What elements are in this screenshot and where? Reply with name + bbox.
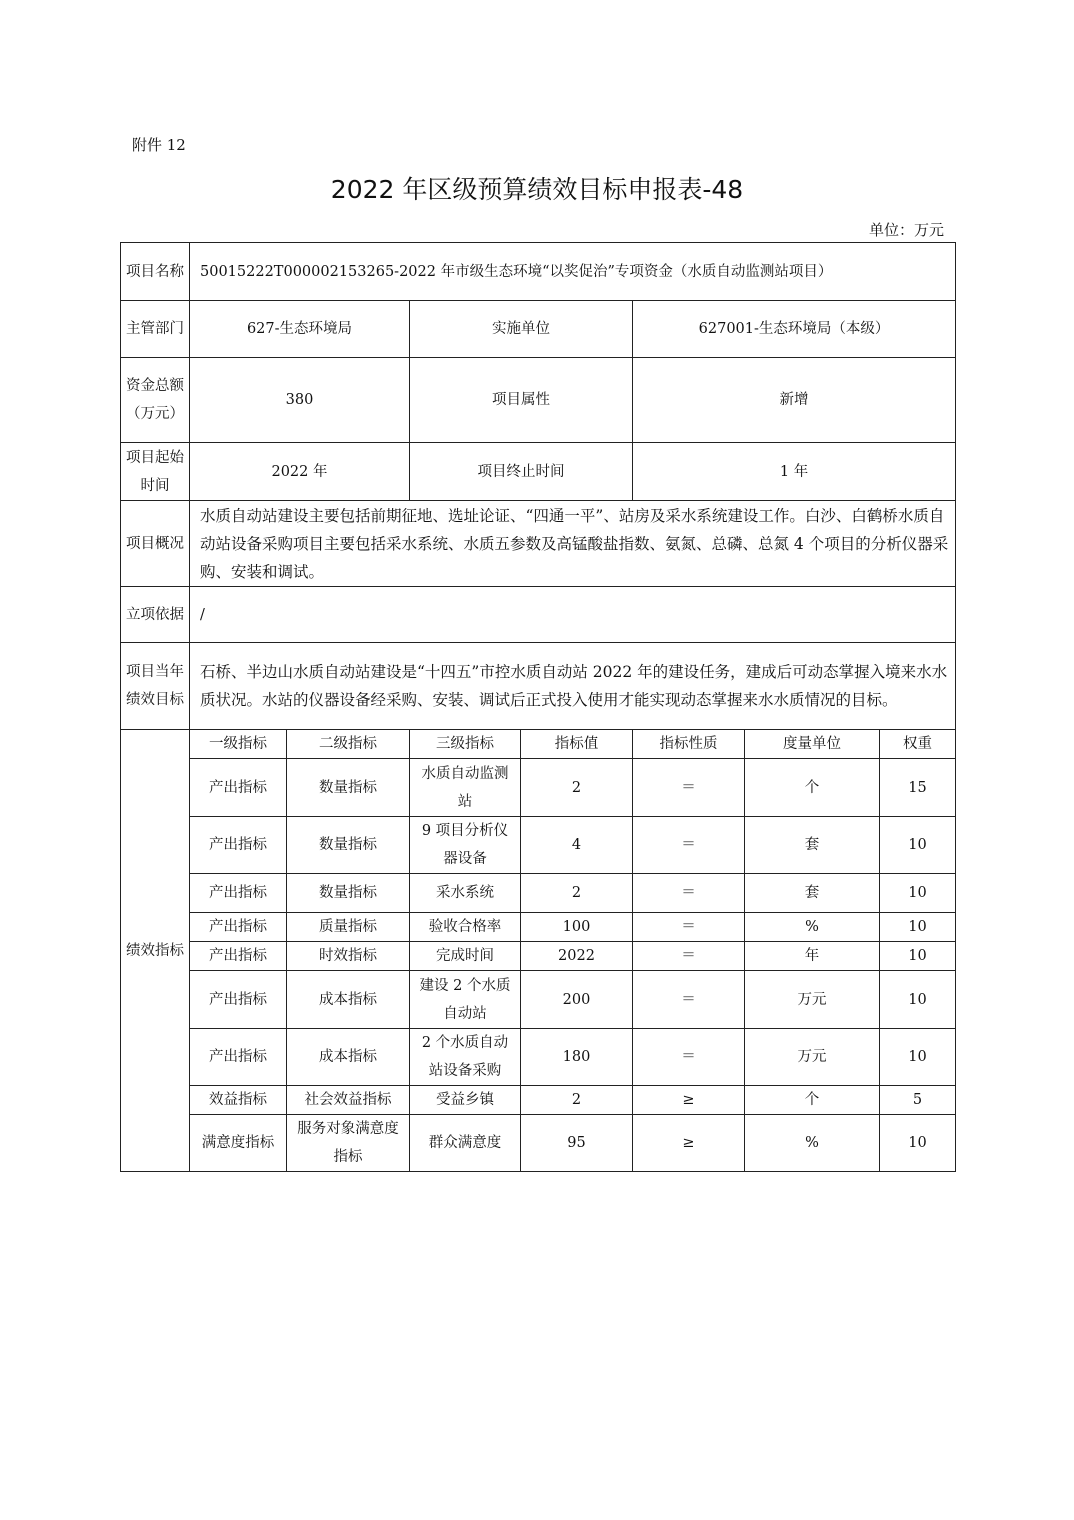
indicator-level2: 时效指标 [287,942,410,971]
indicator-level2: 成本指标 [287,1029,410,1086]
start-time-value: 2022 年 [190,443,410,501]
project-name-value: 50015222T000002153265-2022 年市级生态环境“以奖促治”专项资金（水质自动监测站项目） [190,243,956,301]
indicator-nature: ＝ [633,817,745,874]
project-name-label: 项目名称 [121,243,190,301]
implementing-unit-label: 实施单位 [410,301,633,358]
indicator-unit: 万元 [745,1029,880,1086]
indicator-level2: 质量指标 [287,913,410,942]
indicator-level1: 产出指标 [190,874,287,913]
indicator-nature: ≥ [633,1115,745,1172]
header-level2: 二级指标 [287,730,410,759]
indicator-level1: 产出指标 [190,913,287,942]
start-time-label: 项目起始时间 [121,443,190,501]
indicator-level1: 产出指标 [190,942,287,971]
indicator-weight: 10 [880,913,956,942]
indicator-level1: 满意度指标 [190,1115,287,1172]
goal-row [121,643,956,730]
indicator-value: 4 [521,817,633,874]
indicator-unit: 个 [745,759,880,817]
indicator-nature: ＝ [633,913,745,942]
indicator-level2: 数量指标 [287,759,410,817]
indicator-row [121,874,956,913]
header-weight: 权重 [880,730,956,759]
basis-value: / [190,587,956,643]
indicator-row [121,1115,956,1172]
header-level1: 一级指标 [190,730,287,759]
funds-row [121,358,956,443]
indicator-unit: % [745,913,880,942]
header-level3: 三级指标 [410,730,521,759]
indicator-nature: ＝ [633,971,745,1029]
indicator-weight: 10 [880,1029,956,1086]
indicator-unit: 套 [745,874,880,913]
total-funds-value: 380 [190,358,410,443]
indicator-weight: 15 [880,759,956,817]
implementing-unit-value: 627001-生态环境局（本级） [633,301,956,358]
indicator-value: 200 [521,971,633,1029]
indicator-level3: 受益乡镇 [410,1086,521,1115]
indicator-level2: 数量指标 [287,874,410,913]
indicator-level3: 群众满意度 [410,1115,521,1172]
indicator-nature: ＝ [633,1029,745,1086]
indicator-level1: 效益指标 [190,1086,287,1115]
project-attribute-label: 项目属性 [410,358,633,443]
indicator-row [121,913,956,942]
indicator-value: 2 [521,1086,633,1115]
indicator-level2: 数量指标 [287,817,410,874]
unit-label: 单位：万元 [868,221,944,239]
indicator-unit: 套 [745,817,880,874]
indicator-level1: 产出指标 [190,759,287,817]
page-title: 2022 年区级预算绩效目标申报表-48 [330,175,744,204]
indicators-label: 绩效指标 [121,730,190,1172]
indicator-level3: 水质自动监测站 [410,759,521,817]
project-name-row [121,243,956,301]
indicator-value: 2022 [521,942,633,971]
basis-label: 立项依据 [121,587,190,643]
indicator-level2: 社会效益指标 [287,1086,410,1115]
indicator-weight: 5 [880,1086,956,1115]
indicator-value: 180 [521,1029,633,1086]
indicator-unit: 年 [745,942,880,971]
end-time-label: 项目终止时间 [410,443,633,501]
goal-value: 石桥、半边山水质自动站建设是“十四五”市控水质自动站 2022 年的建设任务，建成后可动态掌握入境来水水质状况。水站的仪器设备经采购、安装、调试后正式投入使用才能实现动态掌握来水水质情况的目标。 [190,643,956,730]
indicator-nature: ＝ [633,759,745,817]
indicator-unit: % [745,1115,880,1172]
indicator-level3: 采水系统 [410,874,521,913]
indicator-level3: 验收合格率 [410,913,521,942]
indicator-value: 2 [521,874,633,913]
end-time-value: 1 年 [633,443,956,501]
indicator-unit: 个 [745,1086,880,1115]
indicator-weight: 10 [880,874,956,913]
header-unit: 度量单位 [745,730,880,759]
indicator-level3: 建设 2 个水质自动站 [410,971,521,1029]
indicator-row [121,971,956,1029]
department-value: 627-生态环境局 [190,301,410,358]
indicator-value: 100 [521,913,633,942]
total-funds-label: 资金总额（万元） [121,358,190,443]
indicator-unit: 万元 [745,971,880,1029]
indicator-weight: 10 [880,971,956,1029]
indicator-nature: ≥ [633,1086,745,1115]
indicator-nature: ＝ [633,874,745,913]
indicator-header-row [121,730,956,759]
indicator-row [121,1029,956,1086]
department-label: 主管部门 [121,301,190,358]
indicator-row [121,1086,956,1115]
indicator-level2: 服务对象满意度指标 [287,1115,410,1172]
indicator-level1: 产出指标 [190,817,287,874]
header-value: 指标值 [521,730,633,759]
header-nature: 指标性质 [633,730,745,759]
indicator-level1: 产出指标 [190,1029,287,1086]
indicator-weight: 10 [880,817,956,874]
indicator-row [121,942,956,971]
indicator-value: 2 [521,759,633,817]
indicator-value: 95 [521,1115,633,1172]
overview-label: 项目概况 [121,501,190,587]
timeline-row [121,443,956,501]
indicator-level3: 完成时间 [410,942,521,971]
department-row [121,301,956,358]
indicator-row [121,817,956,874]
indicator-weight: 10 [880,1115,956,1172]
budget-form-table [120,242,956,1172]
indicator-level1: 产出指标 [190,971,287,1029]
goal-label: 项目当年绩效目标 [121,643,190,730]
indicator-row [121,759,956,817]
project-attribute-value: 新增 [633,358,956,443]
basis-row [121,587,956,643]
overview-value: 水质自动站建设主要包括前期征地、选址论证、“四通一平”、站房及采水系统建设工作。白沙、白鹤桥水质自动站设备采购项目主要包括采水系统、水质五参数及高锰酸盐指数、氨氮、总磷、总氮 4 个项目的分析仪器采购、安装和调试。 [190,501,956,587]
indicator-level3: 2 个水质自动站设备采购 [410,1029,521,1086]
overview-row [121,501,956,587]
indicator-nature: ＝ [633,942,745,971]
indicator-weight: 10 [880,942,956,971]
indicator-level3: 9 项目分析仪器设备 [410,817,521,874]
indicator-level2: 成本指标 [287,971,410,1029]
attachment-label: 附件 12 [132,136,186,154]
